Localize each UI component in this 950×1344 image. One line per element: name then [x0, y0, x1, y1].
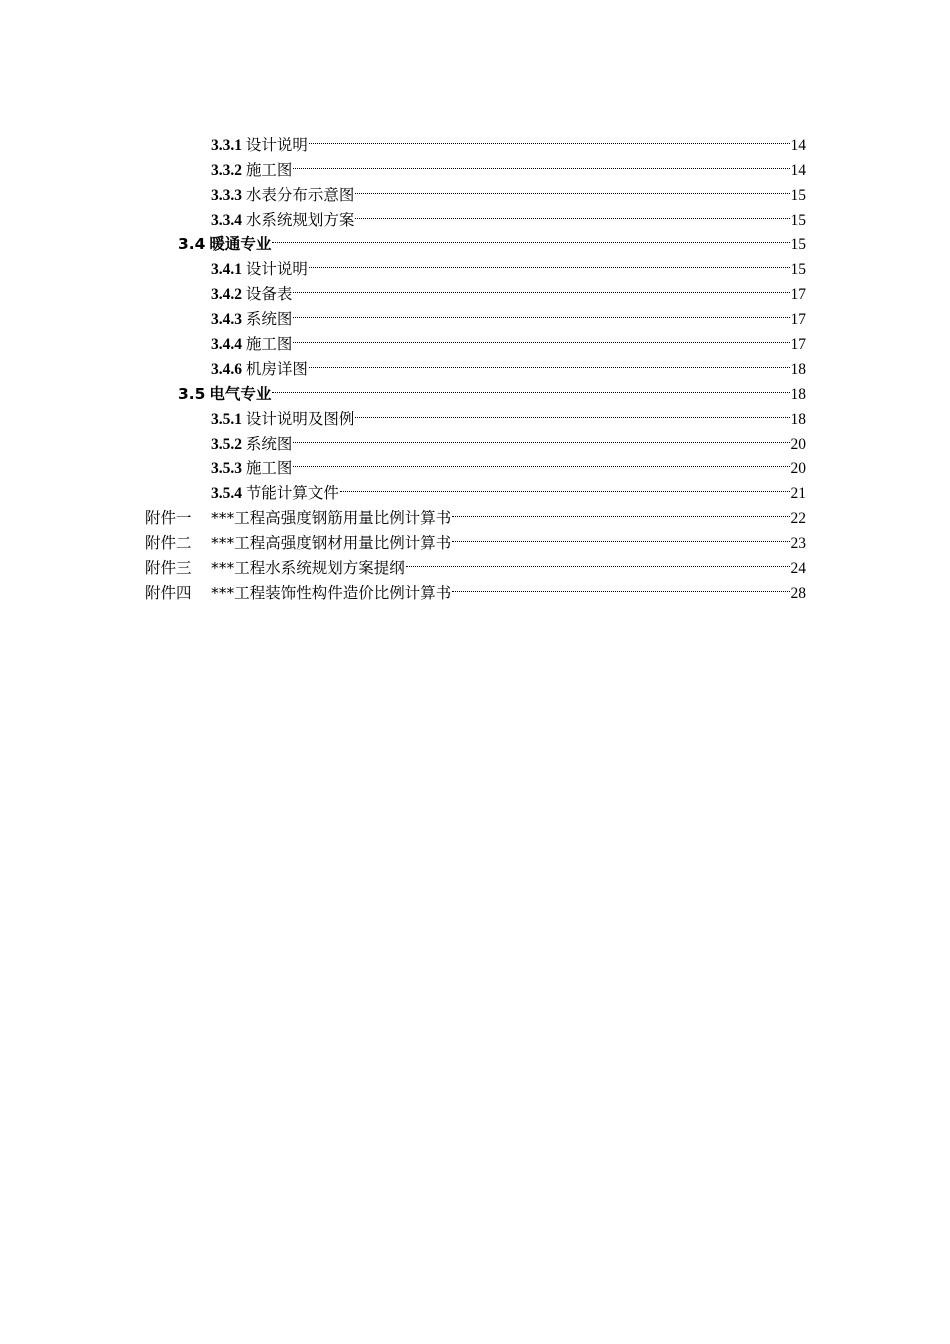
toc-entry-number: 3.4.2 [211, 286, 242, 304]
toc-entry-text: 系统图 [245, 435, 293, 453]
toc-entry-number: 3.3.3 [211, 186, 242, 204]
toc-entry[interactable] [0, 299, 950, 329]
toc-entry-page: 20 [790, 435, 806, 453]
dot-leader [452, 573, 789, 598]
toc-entry[interactable] [0, 274, 950, 304]
toc-appendix-entry[interactable] [0, 548, 950, 578]
dot-leader [272, 225, 789, 250]
dot-leader [293, 324, 789, 349]
toc-appendix-entry[interactable] [0, 523, 950, 553]
toc-entry[interactable] [0, 249, 950, 279]
toc-entry-number: 3.5.4 [211, 485, 242, 503]
toc-entry-page: 22 [790, 510, 806, 528]
toc-entry-page: 21 [790, 485, 806, 503]
dot-leader [452, 523, 789, 548]
toc-entry-text: 水表分布示意图 [245, 186, 355, 204]
toc-entry[interactable] [0, 473, 950, 503]
dot-leader [272, 374, 789, 399]
dot-leader [340, 473, 790, 498]
toc-entry-number: 3.4.3 [211, 311, 242, 329]
dot-leader [293, 299, 789, 324]
toc-entry-page: 15 [790, 261, 806, 279]
toc-entry[interactable] [0, 349, 950, 378]
toc-entry-text: 系统图 [245, 311, 293, 329]
toc-entry[interactable] [0, 200, 950, 229]
toc-entry-page: 17 [790, 311, 806, 329]
toc-entry-text: 施工图 [245, 161, 293, 179]
dot-leader [309, 125, 790, 150]
toc-entry-number: 3.4.1 [211, 261, 242, 279]
toc-entry-number: 3.5.1 [211, 410, 242, 428]
dot-leader [355, 399, 789, 424]
toc-section-entry[interactable] [0, 225, 950, 254]
toc-entry-number: 3.3.1 [211, 136, 242, 154]
toc-entry-text: 节能计算文件 [245, 485, 339, 503]
toc-entry-page: 15 [790, 236, 806, 254]
dot-leader [309, 249, 790, 274]
toc-entry-number: 3.4 [178, 235, 206, 254]
toc-entry-number: 3.4.6 [211, 360, 242, 378]
toc-entry[interactable] [0, 125, 950, 154]
toc-entry-page: 20 [790, 460, 806, 478]
dot-leader [355, 200, 789, 225]
toc-entry-text: ***工程高强度钢材用量比例计算书 [211, 534, 452, 553]
toc-entry-page: 28 [790, 584, 806, 602]
toc-entry-text: 设计说明及图例 [245, 410, 355, 428]
dot-leader [293, 424, 789, 449]
toc-entry-text: 电气专业 [209, 384, 272, 403]
dot-leader [406, 548, 790, 573]
toc-entry-text: 暖通专业 [209, 235, 272, 254]
toc-entry-number: 3.5 [178, 384, 206, 403]
toc-entry-text: 设备表 [245, 286, 293, 304]
toc-entry[interactable] [0, 449, 950, 478]
toc-entry-page: 15 [790, 186, 806, 204]
toc-appendix-entry[interactable] [0, 498, 950, 528]
toc-entry-text: 施工图 [245, 460, 293, 478]
toc-entry-page: 17 [790, 336, 806, 354]
toc-entry-number: 3.5.2 [211, 435, 242, 453]
table-of-contents [0, 125, 950, 602]
toc-entry-page: 14 [790, 136, 806, 154]
toc-entry-page: 17 [790, 286, 806, 304]
toc-entry-number: 3.5.3 [211, 460, 242, 478]
dot-leader [293, 274, 789, 299]
toc-entry-text: ***工程高强度钢筋用量比例计算书 [211, 509, 452, 528]
toc-entry-page: 15 [790, 211, 806, 229]
toc-section-entry[interactable] [0, 374, 950, 403]
appendix-label: 附件四 [145, 583, 192, 602]
toc-entry[interactable] [0, 150, 950, 179]
toc-entry-text: 设计说明 [245, 136, 308, 154]
toc-entry-page: 23 [790, 535, 806, 553]
appendix-label: 附件三 [145, 559, 192, 578]
toc-entry-text: ***工程水系统规划方案提纲 [211, 559, 405, 578]
toc-entry-number: 3.4.4 [211, 336, 242, 354]
toc-entry-text: 机房详图 [245, 360, 308, 378]
toc-entry-number: 3.3.2 [211, 161, 242, 179]
toc-entry-page: 18 [790, 410, 806, 428]
toc-entry[interactable] [0, 324, 950, 354]
dot-leader [452, 498, 789, 523]
toc-entry[interactable] [0, 399, 950, 428]
dot-leader [293, 449, 789, 474]
toc-entry-text: 设计说明 [245, 261, 308, 279]
toc-entry-number: 3.3.4 [211, 211, 242, 229]
toc-entry-text: 施工图 [245, 336, 293, 354]
appendix-label: 附件二 [145, 534, 192, 553]
dot-leader [355, 175, 789, 200]
toc-appendix-entry[interactable] [0, 573, 950, 602]
toc-entry-text: 水系统规划方案 [245, 211, 355, 229]
toc-entry-page: 18 [790, 360, 806, 378]
toc-entry-text: ***工程装饰性构件造价比例计算书 [211, 583, 452, 602]
toc-entry-page: 18 [790, 385, 806, 403]
dot-leader [309, 349, 790, 374]
toc-entry-page: 14 [790, 161, 806, 179]
appendix-label: 附件一 [145, 509, 192, 528]
toc-entry-page: 24 [790, 560, 806, 578]
toc-entry[interactable] [0, 175, 950, 204]
toc-entry-title [145, 581, 451, 607]
toc-entry[interactable] [0, 424, 950, 453]
dot-leader [293, 150, 789, 175]
